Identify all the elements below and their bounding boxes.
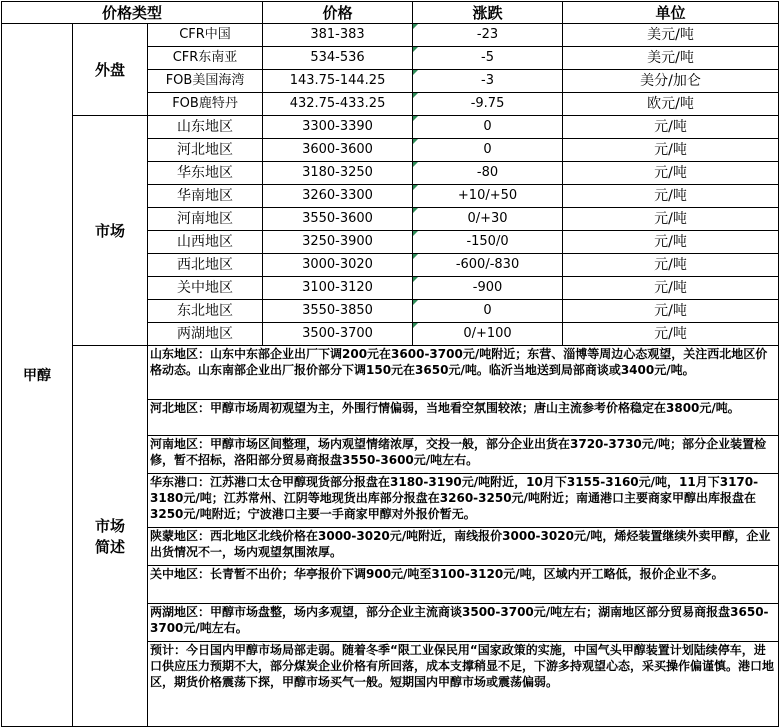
row-change: -3 [413,70,563,93]
row-price: 3550-3600 [263,208,413,231]
row-price: 432.75-433.25 [263,93,413,116]
row-price: 3600-3600 [263,139,413,162]
row-name: 华东地区 [148,162,263,185]
row-name: FOB美国海湾 [148,70,263,93]
row-price: 143.75-144.25 [263,70,413,93]
summary-text: 山东地区：山东中东部企业出厂下调200元在3600-3700元/吨附近；东营、淄博等周边心态观望，关注西北地区价格动态。山东南部企业出厂报价部分下调150元在3650元/吨。临沂当地送到局部商谈或3400元/吨。 [148,346,779,400]
summary-text: 两湖地区：甲醇市场盘整，场内多观望，部分企业主流商谈3500-3700元/吨左右；湖南地区部分贸易商报盘3650-3700元/吨左右。 [148,604,779,642]
row-name: 两湖地区 [148,323,263,346]
summary-text: 华东港口：江苏港口太仓甲醇现货部分报盘在3180-3190元/吨附近，10月下3155-3160元/吨，11月下3170-3180元/吨；江苏常州、江阴等地现货出库部分报盘在3260-3250元/吨附近；南通港口主要商家甲醇出库报盘在3250元/吨附近；宁波港口主要一手商家甲醇对外报价暂无。 [148,474,779,528]
row-change: 0 [413,300,563,323]
group-foreign: 外盘 [73,24,148,116]
row-name: 河南地区 [148,208,263,231]
row-change: 0 [413,116,563,139]
row-name: 山西地区 [148,231,263,254]
summary-row [2,346,779,400]
row-name: 西北地区 [148,254,263,277]
row-change: 0/+100 [413,323,563,346]
row-name: 华南地区 [148,185,263,208]
forecast-text: 预计：今日国内甲醇市场局部走弱。随着冬季“限工业保民用“国家政策的实施，中国气头甲醇装置计划陆续停车，进口供应压力预期不大，部分煤炭企业价格有所回落，成本支撑稍显不足，下游多持观望心态，采买操作偏谨慎。港口地区，期货价格震荡下探，甲醇市场买气一般。短期国内甲醇市场或震荡偏弱。 [148,642,779,727]
row-name: CFR中国 [148,24,263,47]
row-unit: 元/吨 [563,323,779,346]
row-unit: 元/吨 [563,231,779,254]
row-name: FOB鹿特丹 [148,93,263,116]
row-change: 0 [413,139,563,162]
methanol-price-table [1,1,779,727]
row-price: 3500-3700 [263,323,413,346]
row-change: -900 [413,277,563,300]
row-unit: 元/吨 [563,208,779,231]
row-unit: 元/吨 [563,185,779,208]
row-change: -5 [413,47,563,70]
row-unit: 元/吨 [563,139,779,162]
summary-text: 关中地区：长青暂不出价；华亭报价下调900元/吨至3100-3120元/吨，区域内开工略低，报价企业不多。 [148,566,779,604]
row-change: +10/+50 [413,185,563,208]
header-change: 涨跌 [413,2,563,24]
row-unit: 元/吨 [563,162,779,185]
row-change: 0/+30 [413,208,563,231]
summary-text: 河北地区：甲醇市场周初观望为主，外围行情偏弱，当地看空氛围较浓；唐山主流参考价格稳定在3800元/吨。 [148,400,779,436]
row-name: CFR东南亚 [148,47,263,70]
row-unit: 美元/吨 [563,24,779,47]
row-price: 3180-3250 [263,162,413,185]
row-change: -9.75 [413,93,563,116]
row-unit: 元/吨 [563,277,779,300]
group-market: 市场 [73,116,148,346]
row-unit: 美元/吨 [563,47,779,70]
row-price: 3250-3900 [263,231,413,254]
row-change: -80 [413,162,563,185]
row-price: 3550-3850 [263,300,413,323]
row-unit: 元/吨 [563,116,779,139]
row-price: 534-536 [263,47,413,70]
row-price: 3000-3020 [263,254,413,277]
row-name: 东北地区 [148,300,263,323]
row-name: 关中地区 [148,277,263,300]
row-unit: 美分/加仑 [563,70,779,93]
row-change: -23 [413,24,563,47]
summary-text: 陕蒙地区：西北地区北线价格在3000-3020元/吨附近，南线报价3000-3020元/吨，烯烃装置继续外卖甲醇，企业出货情况不一，场内观望氛围浓厚。 [148,528,779,566]
group-summary: 市场 简述 [73,346,148,727]
row-change: -600/-830 [413,254,563,277]
table-row [2,116,779,139]
row-unit: 元/吨 [563,300,779,323]
header-price-type: 价格类型 [2,2,263,24]
row-name: 河北地区 [148,139,263,162]
header-row [2,2,779,24]
row-price: 381-383 [263,24,413,47]
row-price: 3100-3120 [263,277,413,300]
product-name: 甲醇 [2,24,73,727]
header-price: 价格 [263,2,413,24]
table-row [2,24,779,47]
row-unit: 元/吨 [563,254,779,277]
summary-text: 河南地区：甲醇市场区间整理，场内观望情绪浓厚，交投一般，部分企业出货在3720-3730元/吨；部分企业装置检修，暂不招标，洛阳部分贸易商报盘3550-3600元/吨左右。 [148,436,779,474]
header-unit: 单位 [563,2,779,24]
row-name: 山东地区 [148,116,263,139]
row-unit: 欧元/吨 [563,93,779,116]
row-change: -150/0 [413,231,563,254]
row-price: 3300-3390 [263,116,413,139]
row-price: 3260-3300 [263,185,413,208]
